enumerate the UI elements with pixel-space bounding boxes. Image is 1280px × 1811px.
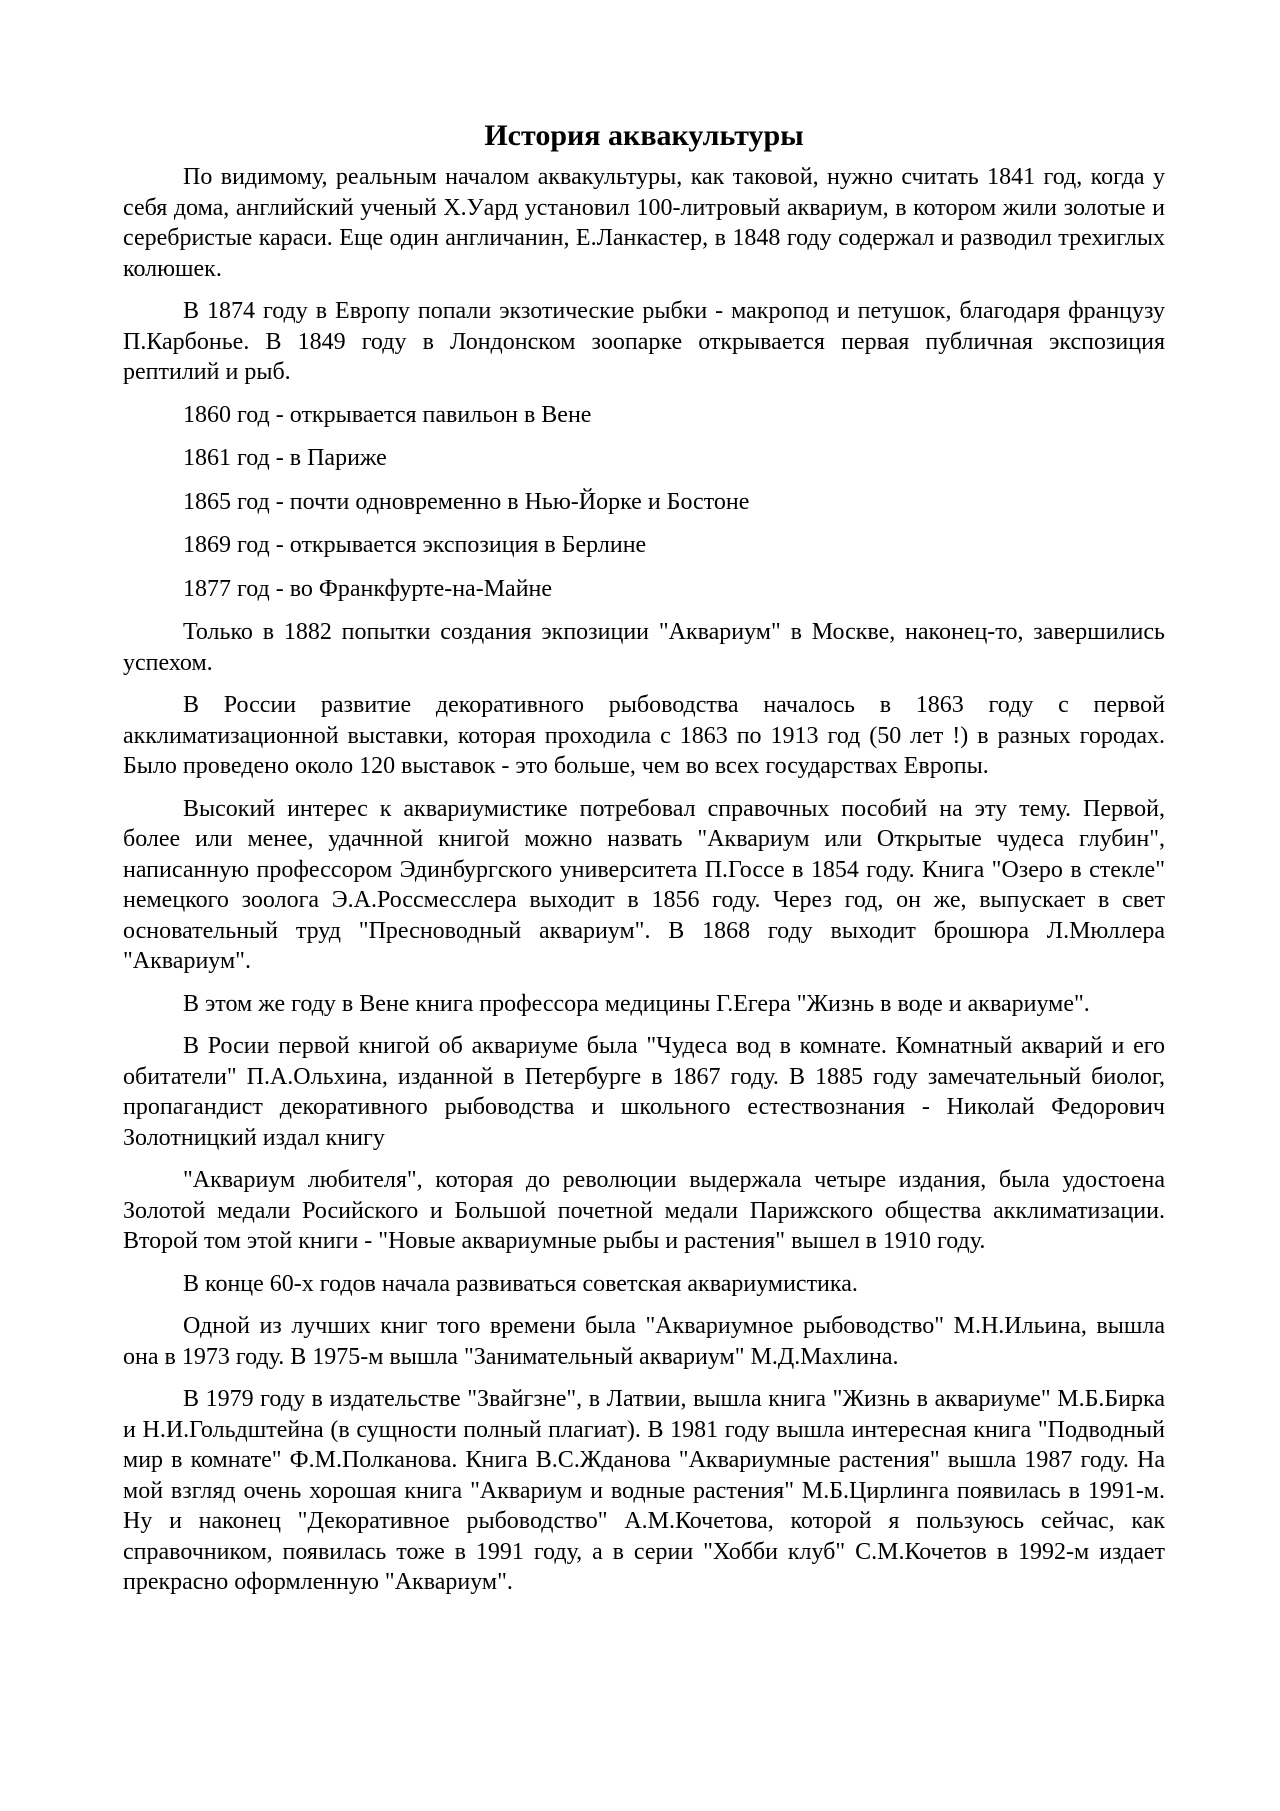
paragraph-moscow-1882: Только в 1882 попытки создания экпозиции "Аквариум" в Москве, наконец-то, завершились успехом.: [123, 619, 1165, 676]
paragraph-amateur-aquarium: "Аквариум любителя", которая до революции выдержала четыре издания, была удостоена Золотой медали Росийского и Большой почетной медали Парижского общества акклиматизации. Второй том этой книги - "Новые аквариумные рыбы и растения" вышел в 1910 году.: [123, 1167, 1165, 1254]
document-page: [123, 116, 1165, 1610]
timeline-item-1860: 1860 год - открывается павильон в Вене: [183, 401, 592, 428]
timeline-item-1869: 1869 год - открывается экспозиция в Берлине: [183, 532, 647, 558]
paragraph-first-russian-book: В Росии первой книгой об аквариуме была "Чудеса вод в комнате. Комнатный акварий и его обитатели" П.А.Ольхина, изданной в Петербурге в 1867 году. В 1885 году замечательный биолог, пропагандист декоративного рыбоводства и школьного естествознания - Николай Федорович Золотницкий издал книгу: [123, 1033, 1165, 1151]
paragraph-handbooks: Высокий интерес к аквариумистике потребовал справочных пособий на эту тему. Первой, более или менее, удачнной книгой можно назвать "Аквариум или Открытые чудеса глубин", написанную профессором Эдинбургского университета П.Госсе в 1854 году. Книга "Озеро в стекле" немецкого зоолога Э.А.Россмесслера выходит в 1856 году. Через год, он же, выпускает в свет основательный труд "Пресноводный аквариум". В 1868 году выходит брошюра Л.Мюллера "Аквариум".: [123, 795, 1165, 974]
paragraph-vienna: В этом же году в Вене книга профессора медицины Г.Егера "Жизнь в воде и аквариуме".: [183, 990, 1090, 1017]
timeline-item-1877: 1877 год - во Франкфурте-на-Майне: [183, 575, 553, 602]
timeline-item-1865: 1865 год - почти одновременно в Нью-Йорке и Бостоне: [183, 488, 750, 515]
paragraph-russia-1863: В России развитие декоративного рыбоводства началось в 1863 году с первой акклиматизационной выставки, которая проходила с 1863 по 1913 год (50 лет !) в разных городах. Было проведено около 120 выставок - это больше, чем во всех государствах Европы.: [123, 692, 1165, 779]
paragraph-1874: В 1874 году в Европу попали экзотические рыбки - макропод и петушок, благодаря французу П.Карбонье. В 1849 году в Лондонском зоопарке открывается первая публичная экспозиция рептилий и рыб.: [123, 298, 1165, 385]
paragraph-best-books: Одной из лучших книг того времени была "Аквариумное рыбоводство" М.Н.Ильина, вышла она в 1973 году. В 1975-м вышла "Занимательный аквариум" М.Д.Махлина.: [123, 1313, 1165, 1370]
paragraph-later-books: В 1979 году в издательстве "Звайгзне", в Латвии, вышла книга "Жизнь в аквариуме" М.Б.Бирка и Н.И.Гольдштейна (в сущности полный плагиат). В 1981 году вышла интересная книга "Подводный мир в комнате" Ф.М.Полканова. Книга В.С.Жданова "Аквариумные растения" вышла 1987 году. На мой взгляд очень хорошая книга "Аквариум и водные растения" М.Б.Цирлинга появилась в 1991-м. Ну и наконец "Декоративное рыбоводство" А.М.Кочетова, которой я пользуюсь сейчас, как справочником, появилась тоже в 1991 году, а в серии "Хобби клуб" С.М.Кочетов в 1992-м издает прекрасно оформленную "Аквариум".: [123, 1386, 1165, 1595]
paragraph-intro: По видимому, реальным началом аквакультуры, как таковой, нужно считать 1841 год, когда у себя дома, английский ученый Х.Уард установил 100-литровый аквариум, в котором жили золотые и серебристые караси. Еще один англичанин, Е.Ланкастер, в 1848 году содержал и разводил трехиглых колюшек.: [123, 164, 1165, 282]
timeline-item-1861: 1861 год - в Париже: [183, 445, 387, 471]
paragraph-soviet-aquaristics: В конце 60-х годов начала развиваться советская аквариумистика.: [183, 1270, 858, 1297]
document-title: История аквакультуры: [484, 119, 804, 152]
